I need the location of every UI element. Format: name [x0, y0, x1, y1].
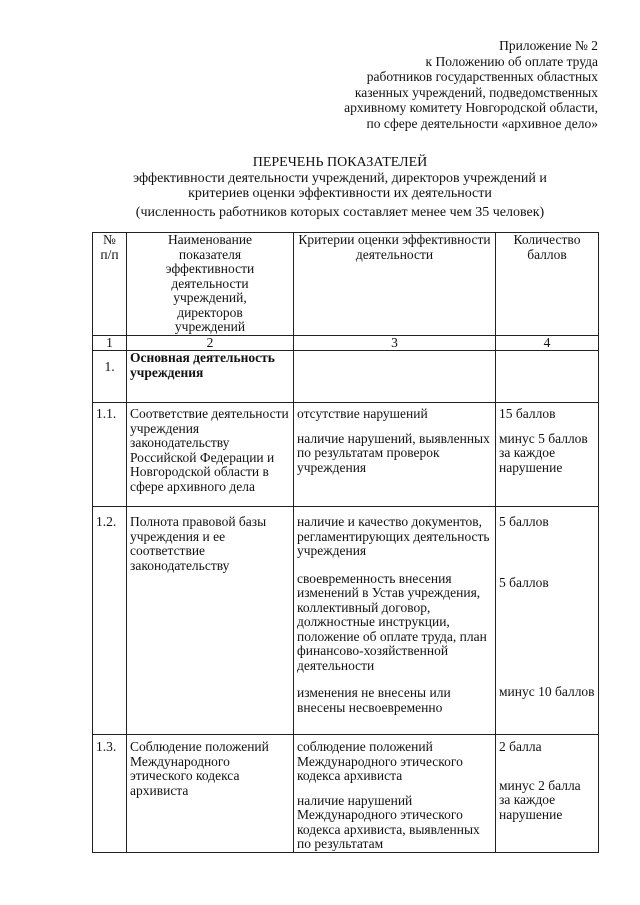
header-number: № п/п [93, 233, 127, 336]
column-number: 4 [496, 335, 599, 351]
table-row [93, 735, 599, 853]
row-number: 1.1. [93, 403, 127, 507]
column-number: 1 [93, 335, 127, 351]
criterion: наличие нарушений, выявленных по результатам проверок учреждения [297, 430, 490, 475]
section-title: Основная деятельность учреждения [127, 351, 294, 403]
document-heading: ПЕРЕЧЕНЬ ПОКАЗАТЕЛЕЙ [252, 155, 428, 170]
points-value: минус 5 баллов за каждое нарушение [499, 430, 588, 475]
document-subtitle-line: эффективности деятельности учреждений, директоров учреждений и [133, 171, 547, 186]
document-subtitle-line: критериев оценки эффективности их деятельности [188, 186, 492, 201]
header-criteria: Критерии оценки эффективности деятельности [294, 233, 496, 336]
row-number: 1.3. [93, 735, 127, 853]
row-points [496, 507, 599, 735]
appendix-line: по сфере деятельности «архивное дело» [366, 115, 598, 131]
column-number: 2 [127, 335, 294, 351]
points-value: минус 10 баллов [499, 684, 595, 699]
appendix-line: архивному комитету Новгородской области, [344, 100, 598, 115]
appendix-line: казенных учреждений, подведомственных [354, 84, 598, 100]
column-number-row [93, 335, 599, 351]
section-empty-cell [294, 351, 496, 403]
criterion: изменения не внесены или внесены несвоевременно [297, 685, 451, 715]
row-criteria [294, 507, 496, 735]
table-header-row [93, 233, 599, 336]
table-row [93, 507, 599, 735]
points-value: минус 2 балла за каждое нарушение [499, 777, 581, 822]
criterion: наличие нарушений Международного этического кодекса архивиста, выявленных по результатам [297, 792, 480, 851]
row-points [496, 735, 599, 853]
appendix-line: работников государственных областных [366, 69, 598, 84]
criterion: наличие и качество документов, регламентирующих деятельность учреждения [297, 514, 490, 558]
indicators-table [92, 232, 599, 853]
row-indicator: Соответствие деятельности учреждения законодательству Российской Федерации и Новгородской области в сфере архивного дела [127, 403, 294, 507]
points-value: 5 баллов [499, 574, 549, 590]
header-indicator: Наименование показателя эффективности деятельности учреждений, директоров учреждений [127, 233, 294, 336]
points-value: 2 балла [499, 739, 542, 754]
criterion: своевременность внесения изменений в Устав учреждения, коллективный договор, должностные инструкции, положение об оплате труда, план финансово-хозяйственной деятельности [297, 570, 487, 673]
row-number: 1.2. [93, 507, 127, 735]
row-indicator: Соблюдение положений Международного этического кодекса архивиста [127, 735, 294, 853]
header-points: Количество баллов [496, 233, 599, 336]
row-indicator: Полнота правовой базы учреждения и ее соответствие законодательству [127, 507, 294, 735]
appendix-line: к Положению об оплате труда [425, 53, 598, 69]
row-criteria [294, 403, 496, 507]
points-value: 5 баллов [499, 514, 549, 529]
column-number: 3 [294, 335, 496, 351]
section-number: 1. [93, 351, 127, 403]
document-subtitle-note: (численность работников которых составляет менее чем 35 человек) [135, 205, 545, 220]
points-value: 15 баллов [499, 406, 556, 421]
row-points [496, 403, 599, 507]
criterion: отсутствие нарушений [297, 406, 428, 421]
appendix-line: Приложение № 2 [499, 38, 598, 53]
criterion: соблюдение положений Международного этического кодекса архивиста [297, 739, 463, 783]
row-criteria [294, 735, 496, 853]
section-row [93, 351, 599, 403]
appendix-block [268, 38, 598, 131]
table-row [93, 403, 599, 507]
section-empty-cell [496, 351, 599, 403]
